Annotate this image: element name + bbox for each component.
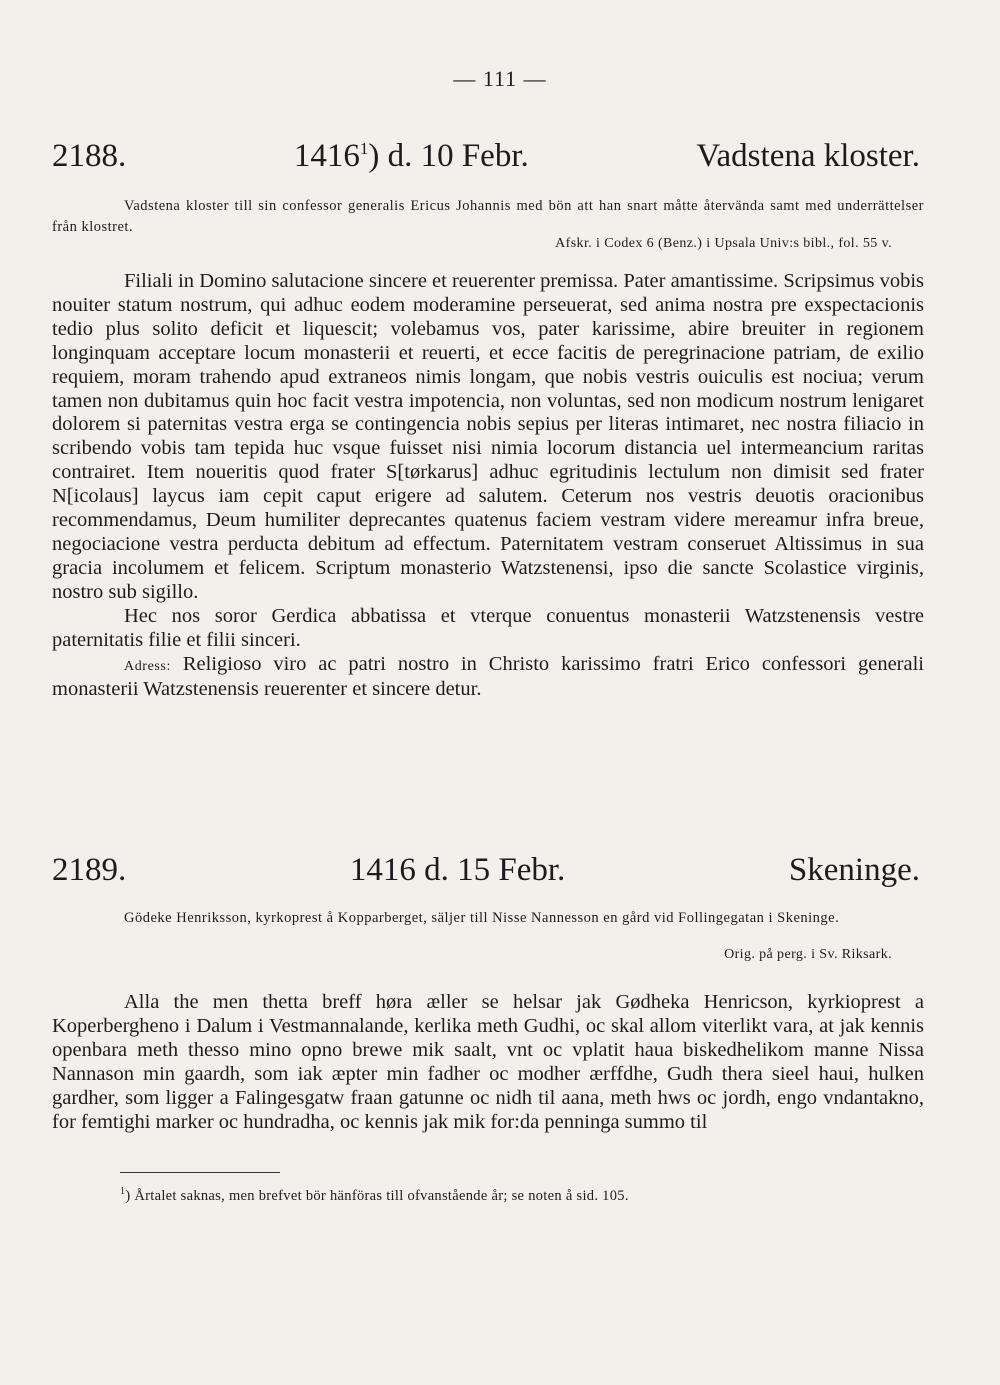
entry-header-2189 [52,852,920,889]
letter-signature: Hec nos soror Gerdica abbatissa et vterque conuentus monasterii Watzstenensis vestre paternitatis filie et filii sinceri. [52,604,924,651]
entry-text-2188 [52,270,924,702]
letter-paragraph: Filiali in Domino salutacione sincere et reuerenter premissa. Pater amantissime. Scripsimus vobis nouiter statum nostrum, qui adhuc eodem moderamine perseuerat, sed anima nostra pre exspectacionis tedio plus solito deficit et liquescit; volebamus vos, pater karissime, abire breuiter in regionem longinquam acceptare locum monasterii et reuerti, et ecce facitis de peregrinacione patriam, de exilio requiem, moram trahendo apud extraneos nimis longam, que nobis vestris ouiculis est nociua; verum tamen non dubitamus quin hoc facit vestra impotencia, non voluntas, sed non modicum nostrum lenigaret dolorem si paternitas vestra erga se contingencia nobis sepius per literas intimaret, nec nostra filiacio in scribendo vobis tam tepida huc vsque fuisset nisi nimia locorum distancia uel intermeancium raritas contrairet. Item noueritis quod frater S[tørkarus] adhuc egritudinis lectulum non dimisit sed frater N[icolaus] laycus iam cepit caput erigere ad salutem. Ceterum nos vestris deuotis oracionibus recommendamus, Deum humiliter deprecantes quatenus faciem vestram videre mereamur infra breue, negociacione vestra perducta debitum ad effectum. Paternitatem vestram conseruet Altissimus in sua gracia incolumem et felicem. Scriptum monasterio Watzstenensi, ipso die sancte Scolastice virginis, nostro sub sigillo. [52,270,924,603]
entry-summary: Gödeke Henriksson, kyrkoprest å Kopparberget, säljer till Nisse Nannesson en gård vid Follingegatan i Skeninge. [124,910,840,926]
entry-text-2189 [52,991,924,1134]
entry-source: Orig. på perg. i Sv. Riksark. [724,947,892,962]
letter-address: Adress: Religioso viro ac patri nostro in Christo karissimo fratri Erico confessori generali monasterii Watzstenensis reuerenter et sincere detur. [52,652,924,701]
page-number: — 111 — [453,66,547,91]
footnote-rule [120,1172,280,1173]
entry-date: 1416$^1$) d. 10 Febr. [293,138,529,174]
entry-source: Afskr. i Codex 6 (Benz.) i Upsala Univ:s bibl., fol. 55 v. [555,236,892,251]
entry-place: Vadstena kloster. [696,138,920,174]
entry-number: 2189. [52,852,127,888]
footnote-ref: 1 [359,139,369,158]
letter-paragraph: Alla the men thetta breff høra æller se helsar jak Gødheka Henricson, kyrkioprest a Koperbergheno i Dalum i Vestmannalande, kerlika meth Gudhi, oc skal allom viterlikt vara, at jak kennis openbara meth thesso mino opno brewe mik saalt, vnt oc vplatit haua biskedhelikom manne Nissa Nannason min gaardh, som iak æpter min fadher oc modher ærffdhe, Gudh thera sieel haui, hulken gardher, som ligger a Falingesgatw fraan gatunne oc nidh til aana, meth hws oc jordh, engo vndantakno, for femtighi marker oc hundradha, oc kennis jak mik for:da penninga summo til [52,991,924,1133]
address-label: Adress: [124,658,171,674]
entry-place: Skeninge. [788,852,920,888]
entry-header-2188 [52,138,920,175]
footnote: $^1$) Årtalet saknas, men brefvet bör hänföras till ofvanstående år; se noten å sid. 105. [120,1186,629,1204]
entry-number: 2188. [52,138,127,174]
entry-summary: Vadstena kloster till sin confessor generalis Ericus Johannis med bön att han snart måtte återvända samt med underrättelser från klostret. [52,198,924,235]
entry-date: 1416 d. 15 Febr. [349,852,566,888]
